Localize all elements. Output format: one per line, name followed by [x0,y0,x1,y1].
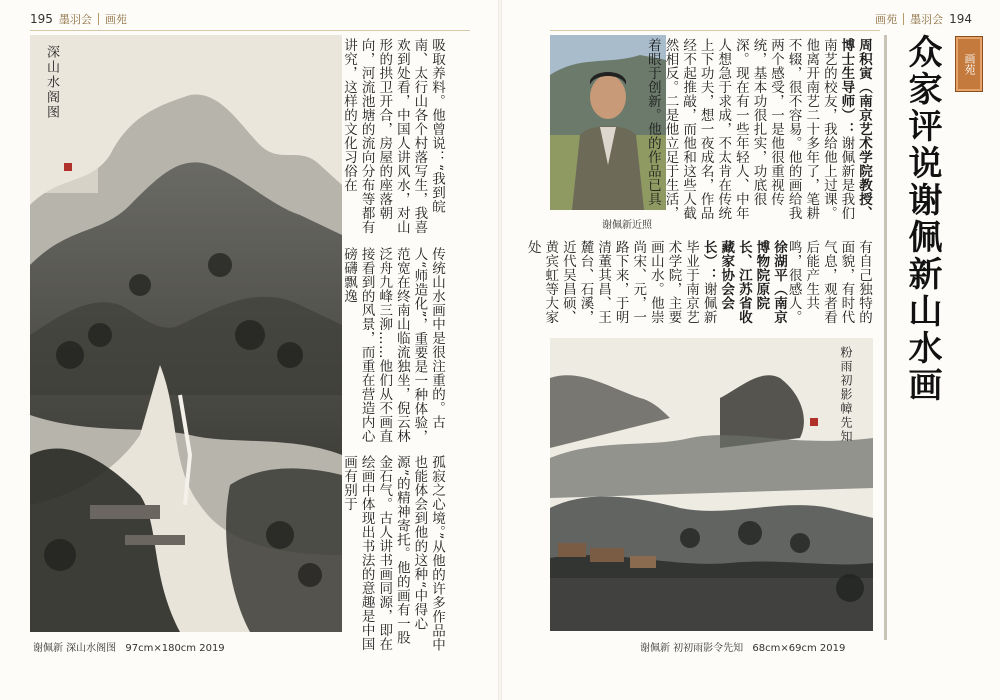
painting-left-inscription: 深山水阁图 [44,45,59,120]
painting-left-caption [33,639,225,654]
header-left [30,10,127,28]
header-rule-right [550,30,880,31]
caption-title: 谢佩新 深山水阁图 [33,643,117,654]
left-text-col3: 孤寂之心境。”从他的许多作品中也能体会到他的这种“中得心源”的精神寄托。他的画有一股金石气。古人讲书画同源，即在绘画中体现出书法的意趣是中国画有别于 [341,455,445,652]
header-separator [98,13,99,25]
left-text-col1: 吸取养料。他曾说：“我到皖南、太行山各个村落写生，我喜欢到处看，中国人讲风水，对山形的拱卫开合，房屋的座落朝向，河流池塘的流向分布等都有讲究，这样的文化习俗在 [341,38,445,234]
caption-size: 97cm×180cm 2019 [125,643,225,654]
header-title-left: 墨羽会 [58,13,92,26]
header-separator [903,13,904,25]
painting-left [30,35,342,632]
painting-right-caption [640,639,845,654]
title-rule [884,35,887,640]
right-text-xu [524,240,787,330]
painting-right [550,338,873,631]
header-section-right: 画苑 [875,13,898,26]
xu-text: 谢佩新毕业于南京艺术学院，主要画山水。他崇尚宋、元，一路下来，于明清董其昌、王麓台、石溪，近代吴昌硕、黄宾虹等大家处 [524,240,717,324]
article-title: 众家评说谢佩新山水画 [902,34,942,404]
photo-caption: 谢佩新近照 [602,220,652,231]
page-gutter [498,0,502,700]
painting-right-inscription: 粉雨初影幛先知 [839,346,853,444]
page-number-left: 195 [30,12,53,26]
speaker-zhou: 周积寅（南京艺术学院教授、博士生导师）： [838,38,872,220]
right-text-zhou [644,38,872,230]
header-title-right: 墨羽会 [910,13,944,26]
caption-title: 谢佩新 初初雨影令先知 [640,643,744,654]
speaker-xu: 徐湖平（南京博物院原院长、江苏省收藏家协会会长）： [700,240,787,324]
page-number-right: 194 [949,12,972,26]
caption-size: 68cm×69cm 2019 [752,643,846,654]
landscape-painting-right [550,338,873,631]
left-text-col2: 传统山水画中是很注重的。古人“师造化”，重要是一种体验，范宽在终南山临流独坐，倪云林泛舟九峰三泖……他们从不画直接看到的风景，而重在营造内心磅礴飘逸 [341,247,445,444]
header-right [875,10,972,28]
section-tab: 画苑 [955,36,983,92]
header-section-left: 画苑 [104,13,127,26]
right-text-zhou-cont: 有自己独特的面貌，有时代气息，观者看后能产生共鸣，很感人。 [785,240,872,324]
zhou-text: 谢佩新是我们南艺的校友，我给他上过课。他离开南艺二十多年了，笔耕不辍，很不容易。他的画给我两个感受，一是他很重视传统，基本功很扎实，功底很深。现在有一些年轻人、中年人想急于求成，不太肯在传统上下功夫，想一夜成名，作品经不起推敲，而他和这些人截然相反。二是他立足于生活，着眼于创新。他的作品已具 [644,38,855,220]
landscape-painting-left [30,35,342,632]
header-rule-left [30,30,470,31]
